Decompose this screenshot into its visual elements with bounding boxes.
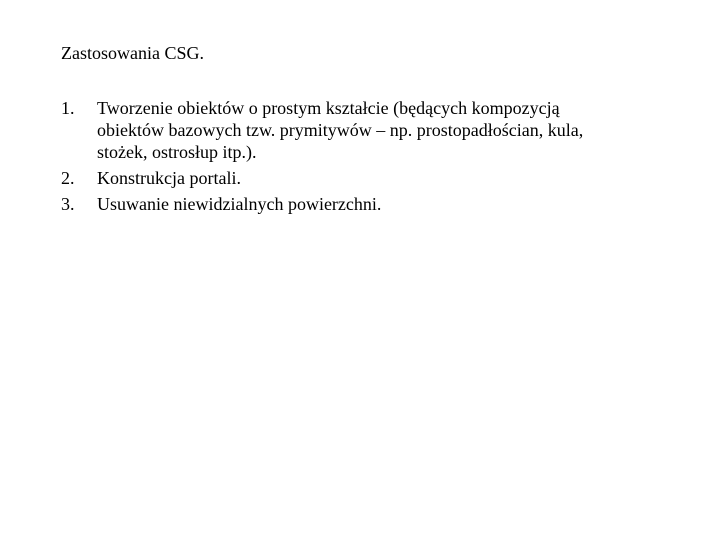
list-item-line: Usuwanie niewidzialnych powierzchni.: [97, 194, 382, 214]
list-item-text: [97, 167, 661, 189]
numbered-list: [61, 97, 661, 219]
list-item-text: [97, 193, 661, 215]
list-item-text: [97, 97, 661, 163]
list-item: [61, 167, 661, 189]
list-item: [61, 193, 661, 215]
list-item-number: 1.: [61, 98, 75, 118]
slide-title: Zastosowania CSG.: [61, 43, 204, 63]
list-item-line: Tworzenie obiektów o prostym kształcie (będących kompozycją: [97, 98, 560, 118]
list-item-line: Konstrukcja portali.: [97, 168, 241, 188]
list-item-number: 2.: [61, 168, 75, 188]
list-item-line: obiektów bazowych tzw. prymitywów – np. prostopadłościan, kula,: [97, 120, 584, 140]
list-item-number: 3.: [61, 194, 75, 214]
list-item-line: stożek, ostrosłup itp.).: [97, 142, 257, 162]
list-item: [61, 97, 661, 163]
